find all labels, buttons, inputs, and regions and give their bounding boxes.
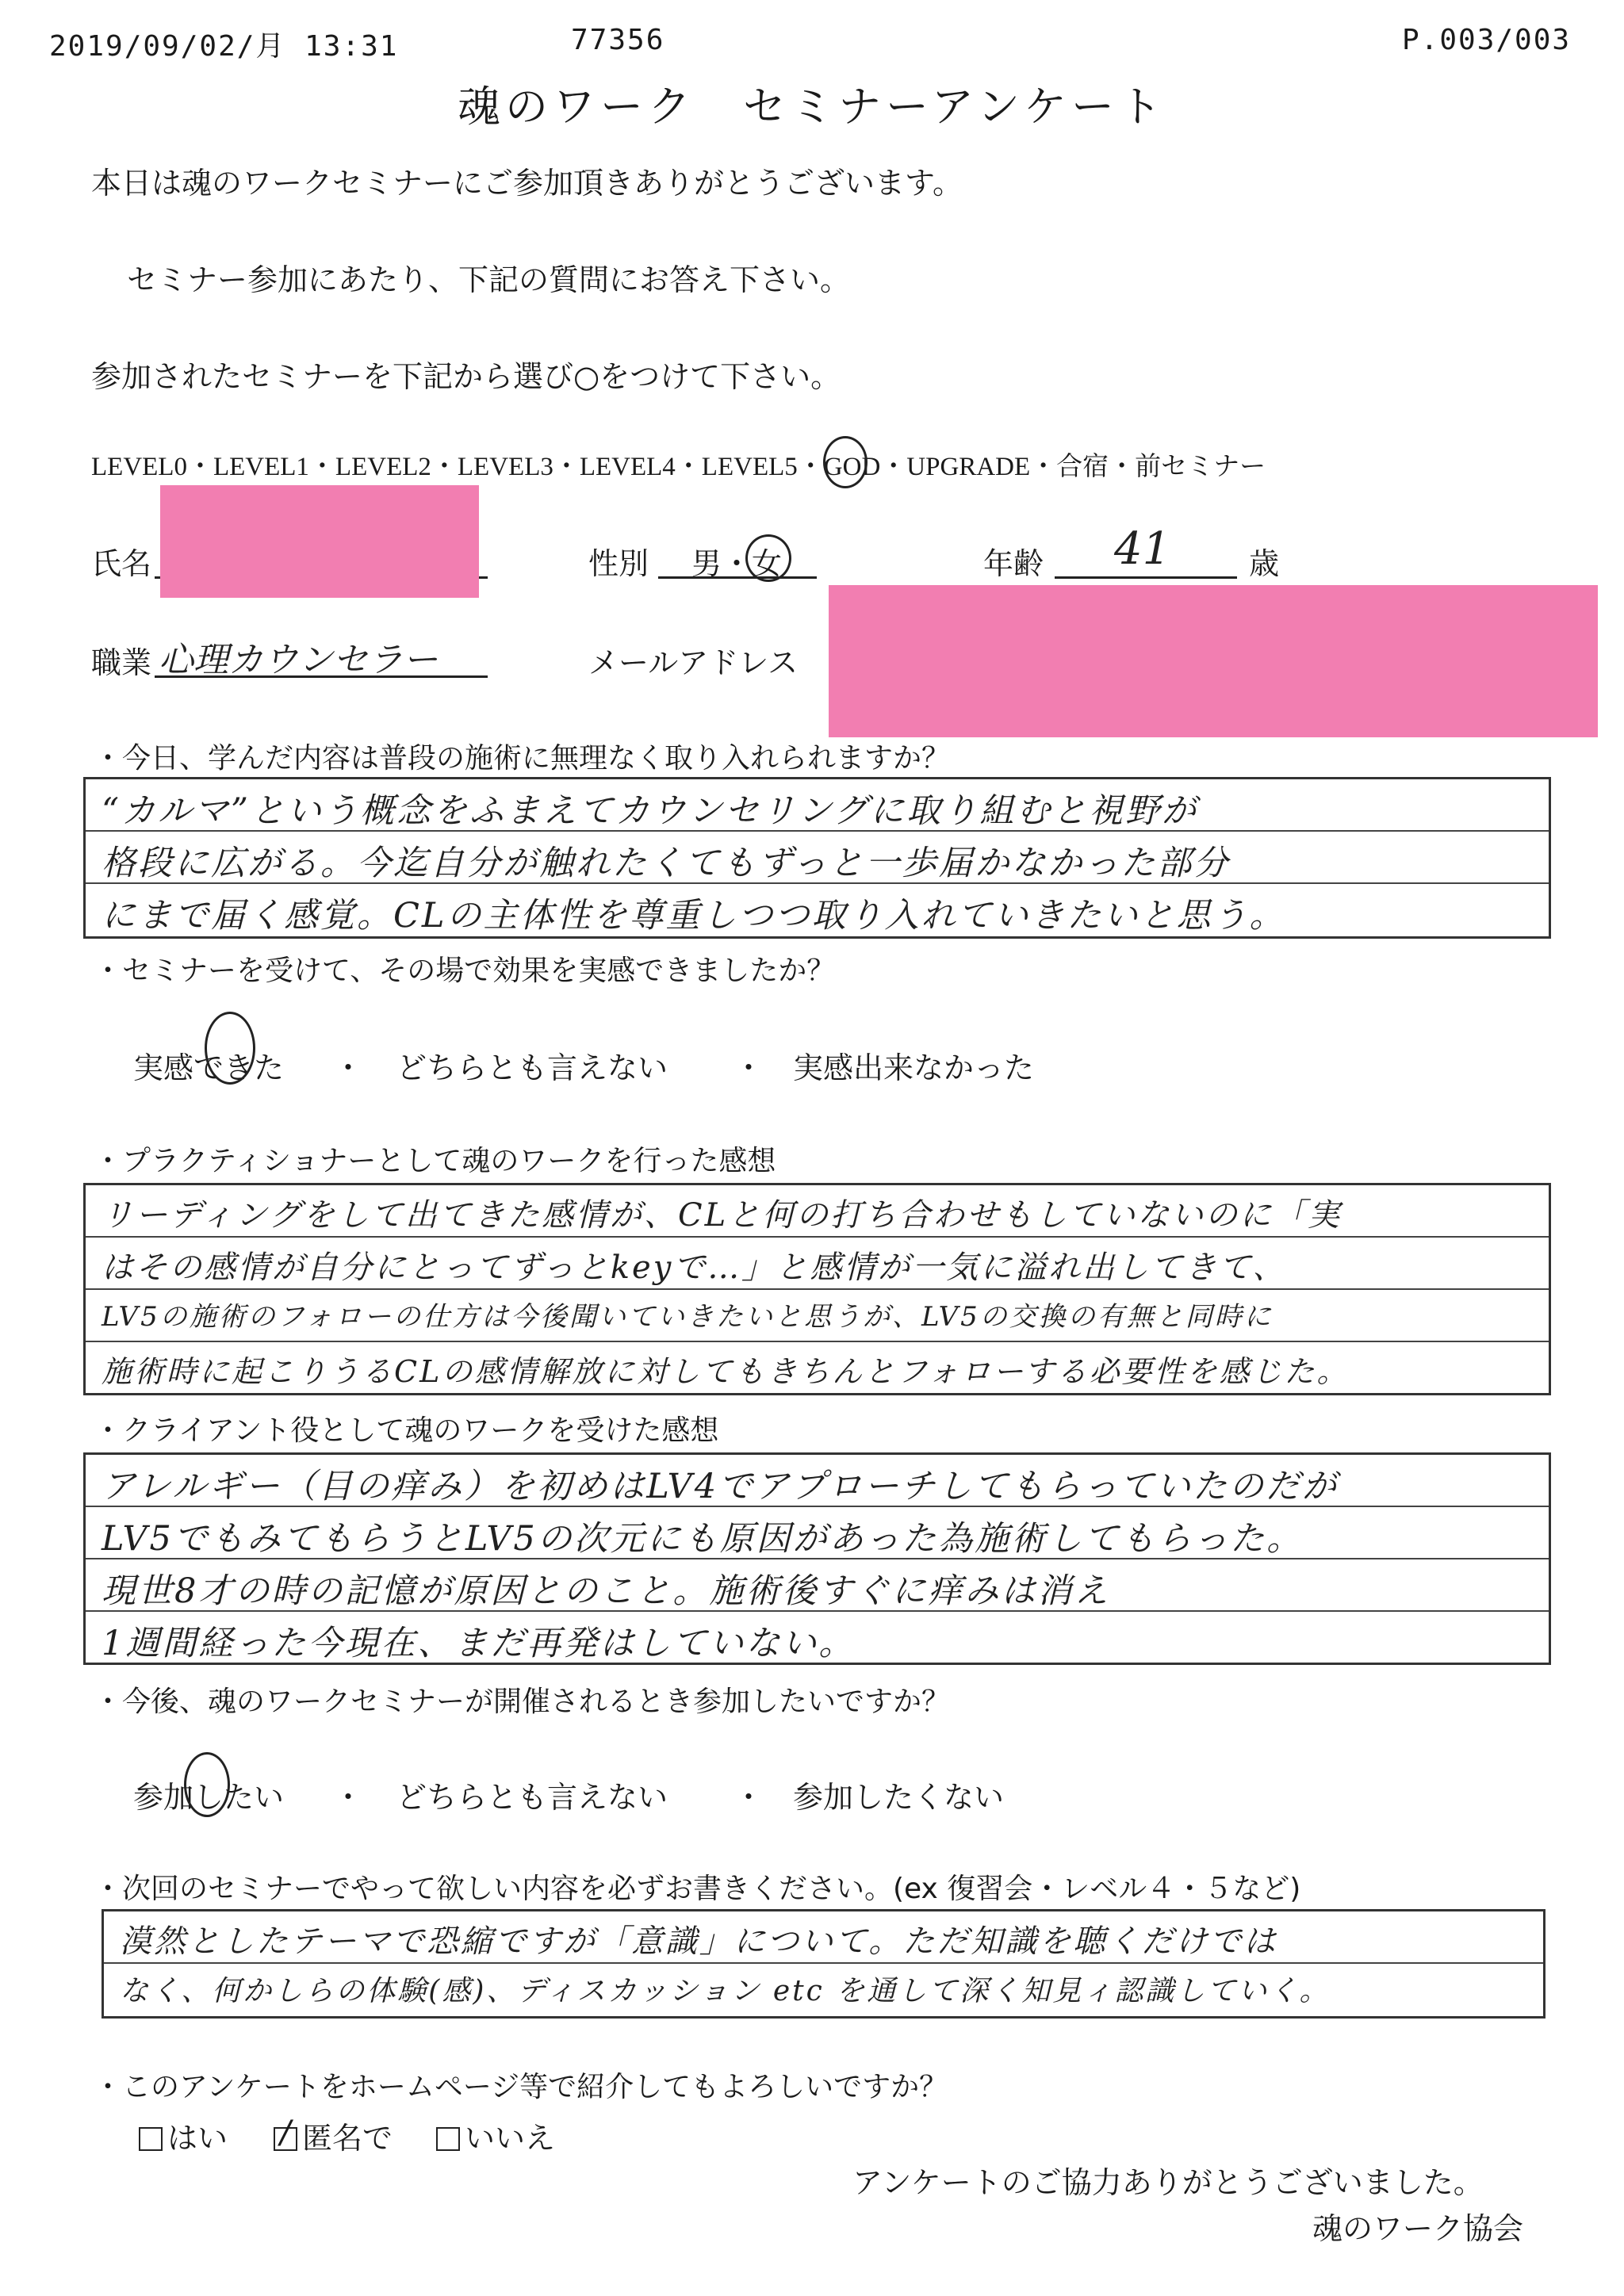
q1-answer-line: 格段に広がる。今迄自分が触れたくてもずっと一歩届かなかった部分: [102, 844, 1231, 883]
check-mark-icon: /: [280, 2114, 291, 2151]
q1-answer-line: “カルマ”という概念をふまえてカウンセリングに取り組むと視野が: [102, 791, 1199, 831]
q5-separator: ・: [733, 1780, 764, 1815]
q5-option-neutral[interactable]: どちらとも言えない: [396, 1780, 668, 1815]
q4-question: ・クライアント役として魂のワークを受けた感想: [94, 1414, 719, 1447]
q4-answer-line: アレルギー（目の痒み）を初めはLV4でアプローチしてもらっていたのだが: [102, 1467, 1339, 1506]
fax-timestamp: 2019/09/02/月 13:31: [49, 30, 399, 63]
job-label: 職業: [91, 645, 152, 680]
q7-question: ・このアンケートをホームページ等で紹介してもよろしいですか？: [94, 2071, 948, 2103]
age-label: 年齢: [983, 546, 1044, 581]
q7-option-anonymous[interactable]: [274, 2114, 393, 2157]
level5-selection-mark: [823, 436, 868, 488]
q1-answer-box: [83, 777, 1551, 939]
age-underline: [1055, 576, 1237, 579]
q3-question: ・プラクティショナーとして魂のワークを行った感想: [94, 1145, 776, 1177]
gender-selection-mark: [745, 534, 791, 582]
q2-question: ・セミナーを受けて、その場で効果を実感できましたか？: [94, 955, 836, 987]
q2-separator: ・: [733, 1050, 764, 1085]
q3-answer-line: 施術時に起こりうるCLの感情解放に対してもきちんとフォローする必要性を感じた。: [102, 1354, 1350, 1389]
q3-answer-line: はその感情が自分にとってずっとkeyで…」と感情が一気に溢れ出してきて、: [102, 1249, 1287, 1286]
email-label: メールアドレス: [588, 645, 799, 680]
q2-option-no[interactable]: 実感出来なかった: [793, 1050, 1035, 1085]
age-unit: 歳: [1249, 546, 1280, 581]
fax-page: P.003/003: [1402, 24, 1572, 56]
q3-answer-box: [83, 1183, 1551, 1395]
seminar-levels: LEVEL0・LEVEL1・LEVEL2・LEVEL3・LEVEL4・LEVEL5・GOD・UPGRADE・合宿・前セミナー: [91, 453, 1266, 481]
q4-answer-box: [83, 1452, 1551, 1665]
q7-option-no[interactable]: [436, 2114, 555, 2157]
q7-option-no-label: いいえ: [465, 2121, 556, 2156]
q3-answer-line: LV5の施術のフォローの仕方は今後聞いていきたいと思うが、LV5の交換の有無と同時に: [102, 1301, 1274, 1333]
fax-number: 77356: [571, 24, 665, 56]
q2-option-neutral[interactable]: どちらとも言えない: [396, 1050, 668, 1085]
gender-underline: [658, 576, 817, 579]
intro-line-2: セミナー参加にあたり、下記の質問にお答え下さい。: [127, 262, 851, 297]
q2-separator: ・: [333, 1050, 364, 1085]
gender-options: 男・女: [691, 546, 783, 581]
q2-option-yes[interactable]: 実感できた: [133, 1050, 285, 1085]
footer-organization: 魂のワーク協会: [1312, 2211, 1524, 2246]
q6-question: ・次回のセミナーでやって欲しい内容を必ずお書きください。(ex 復習会・レベル４・５など): [94, 1873, 1301, 1905]
q7-option-yes-label: はい: [167, 2121, 228, 2156]
q4-answer-line: LV5でもみてもらうとLV5の次元にも原因があった為施術してもらった。: [102, 1519, 1304, 1559]
intro-line-1: 本日は魂のワークセミナーにご参加頂きありがとうございます。: [91, 166, 963, 201]
intro-line-3: 参加されたセミナーを下記から選び○をつけて下さい。: [91, 359, 841, 394]
q4-answer-line: 現世8才の時の記憶が原因とのこと。施術後すぐに痒みは消え: [102, 1571, 1111, 1611]
name-redaction: [160, 485, 479, 598]
q7-option-anonymous-label: 匿名で: [302, 2121, 393, 2156]
job-underline: [155, 675, 488, 678]
q4-answer-line: 1週間経った今現在、まだ再発はしていない。: [102, 1624, 856, 1663]
age-value: 41: [1114, 523, 1171, 575]
gender-label: 性別: [588, 546, 649, 581]
q7-option-yes[interactable]: [139, 2114, 228, 2157]
q5-option-yes[interactable]: 参加したい: [133, 1780, 285, 1815]
q7-checkbox-yes[interactable]: [139, 2127, 163, 2151]
q7-checkbox-anonymous[interactable]: [274, 2114, 297, 2151]
q5-question: ・今後、魂のワークセミナーが開催されるとき参加したいですか？: [94, 1686, 951, 1718]
q5-selection-mark: [184, 1752, 230, 1817]
q2-selection-mark: [205, 1012, 255, 1085]
q6-answer-line: なく、何かしらの体験(感)、ディスカッション etc を通して深く知見ィ認識していく。: [120, 1975, 1331, 2007]
q1-answer-line: にまで届く感覚。CLの主体性を尊重しつつ取り入れていきたいと思う。: [102, 896, 1286, 936]
q3-answer-line: リーディングをして出てきた感情が、CLと何の打ち合わせもしていないのに「実: [102, 1197, 1342, 1234]
q6-answer-line: 漠然としたテーマで恐縮ですが「意識」について。ただ知識を聴くだけでは: [120, 1923, 1278, 1960]
q6-answer-box: [102, 1909, 1545, 2019]
q1-question: ・今日、学んだ内容は普段の施術に無理なく取り入れられますか？: [94, 742, 951, 775]
page-title: 魂のワーク セミナーアンケート: [457, 82, 1167, 132]
q5-separator: ・: [333, 1780, 364, 1815]
email-redaction: [829, 585, 1598, 737]
q5-option-no[interactable]: 参加したくない: [793, 1780, 1005, 1815]
q7-checkbox-no[interactable]: [436, 2127, 460, 2151]
job-value: 心理カウンセラー: [159, 640, 438, 680]
name-label: 氏名: [91, 546, 152, 581]
footer-thanks: アンケートのご協力ありがとうございました。: [852, 2165, 1484, 2200]
